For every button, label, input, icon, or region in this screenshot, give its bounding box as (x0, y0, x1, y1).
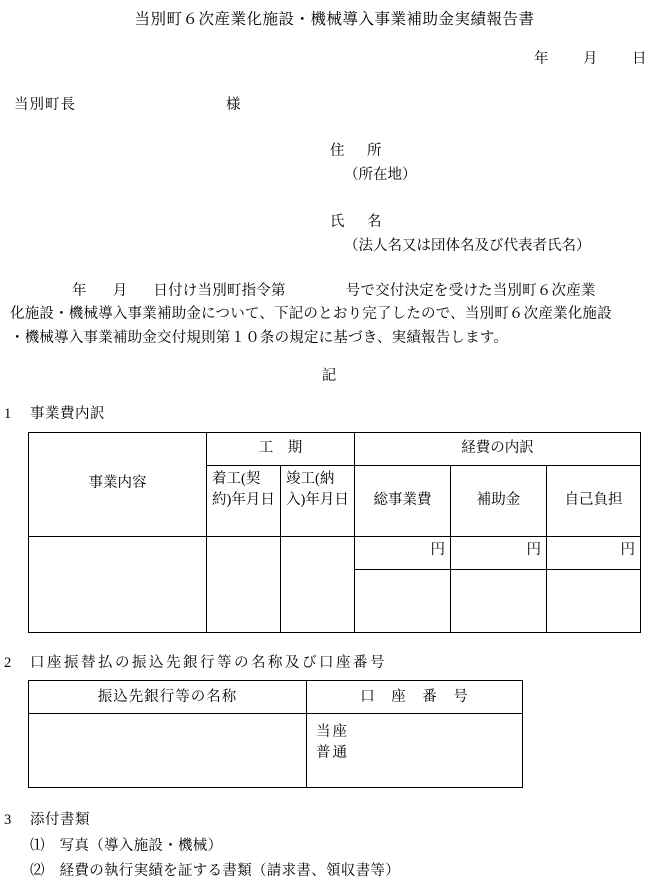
date-month: 月 (583, 51, 598, 68)
th-end-date: 竣工(納入)年月日 (281, 465, 355, 536)
td-self-burden[interactable]: 円 (547, 536, 641, 569)
td-bank-name[interactable] (29, 714, 307, 788)
list-item: ⑵ 経費の執行実績を証する書類（請求書、領収書等） (30, 862, 400, 879)
section-1-heading (0, 404, 669, 426)
td-self-blank[interactable] (547, 569, 641, 632)
page-title: 当別町６次産業化施設・機械導入事業補助金実績報告書 (134, 11, 535, 28)
table-row (29, 536, 641, 569)
account-type-futsuu[interactable]: 普通 (316, 745, 349, 762)
date-year: 年 (534, 51, 549, 68)
address-note: （所在地） (344, 166, 417, 183)
cost-breakdown-table (28, 432, 641, 633)
body-decision-suffix: 号で交付決定を受けた当別町６次産業 (345, 282, 596, 299)
td-start-date[interactable] (207, 536, 281, 632)
td-account-type[interactable] (307, 714, 523, 788)
addressee-honorific: 様 (226, 97, 242, 113)
section-3-title: 添付書類 (30, 812, 90, 829)
document-page (0, 8, 669, 879)
date-line (0, 49, 669, 71)
th-total-cost: 総事業費 (355, 465, 451, 536)
table-header-row-top (29, 432, 641, 465)
address-label-row (0, 141, 669, 163)
th-bank-name: 振込先銀行等の名称 (29, 681, 307, 714)
bank-account-table (28, 680, 523, 788)
body-decision-prefix: 日付け当別町指令第 (153, 282, 286, 299)
th-period: 工 期 (207, 432, 355, 465)
th-self-burden: 自己負担 (547, 465, 641, 536)
name-label-row (0, 212, 669, 234)
addressee-name: 当別町長 (14, 97, 76, 113)
body-line-2: 化施設・機械導入事業補助金について、下記のとおり完了したので、当別町６次産業化施設 (10, 306, 612, 323)
body-year: 年 (72, 282, 87, 299)
address-label: 住 所 (330, 142, 386, 159)
td-total-blank[interactable] (355, 569, 451, 632)
th-subsidy: 補助金 (451, 465, 547, 536)
name-label: 氏 名 (330, 214, 386, 231)
section-1-number: 1 (4, 405, 12, 422)
list-item: ⑴ 写真（導入施設・機械） (30, 838, 223, 855)
addressee (0, 95, 669, 117)
section-1-title: 事業費内訳 (30, 405, 105, 422)
section-2-title: 口座振替払の振込先銀行等の名称及び口座番号 (30, 654, 387, 671)
th-account-number: 口 座 番 号 (307, 681, 523, 714)
bank-table-row (29, 714, 523, 788)
section-3-heading (0, 810, 669, 832)
section-2-number: 2 (4, 654, 12, 671)
body-paragraph (0, 280, 669, 350)
td-end-date[interactable] (281, 536, 355, 632)
td-subsidy-blank[interactable] (451, 569, 547, 632)
body-month: 月 (112, 282, 128, 299)
section-3-number: 3 (4, 812, 12, 829)
name-note-row (0, 236, 669, 258)
th-expense: 経費の内訳 (355, 432, 641, 465)
attachment-list (0, 836, 669, 883)
account-type-touza[interactable]: 当座 (316, 724, 349, 741)
td-subsidy[interactable]: 円 (451, 536, 547, 569)
td-total-cost[interactable]: 円 (355, 536, 451, 569)
date-day: 日 (632, 51, 647, 68)
body-line-3: ・機械導入事業補助金交付規則第１０条の規定に基づき、実績報告します。 (10, 329, 509, 346)
bank-table-header-row (29, 681, 523, 714)
address-note-row (0, 165, 669, 187)
td-content[interactable] (29, 536, 207, 632)
name-note: （法人名又は団体名及び代表者氏名） (344, 238, 591, 254)
th-start-date: 着工(契約)年月日 (207, 465, 281, 536)
th-content: 事業内容 (29, 432, 207, 536)
section-2-heading (0, 653, 669, 675)
ki-marker: 記 (321, 368, 338, 385)
